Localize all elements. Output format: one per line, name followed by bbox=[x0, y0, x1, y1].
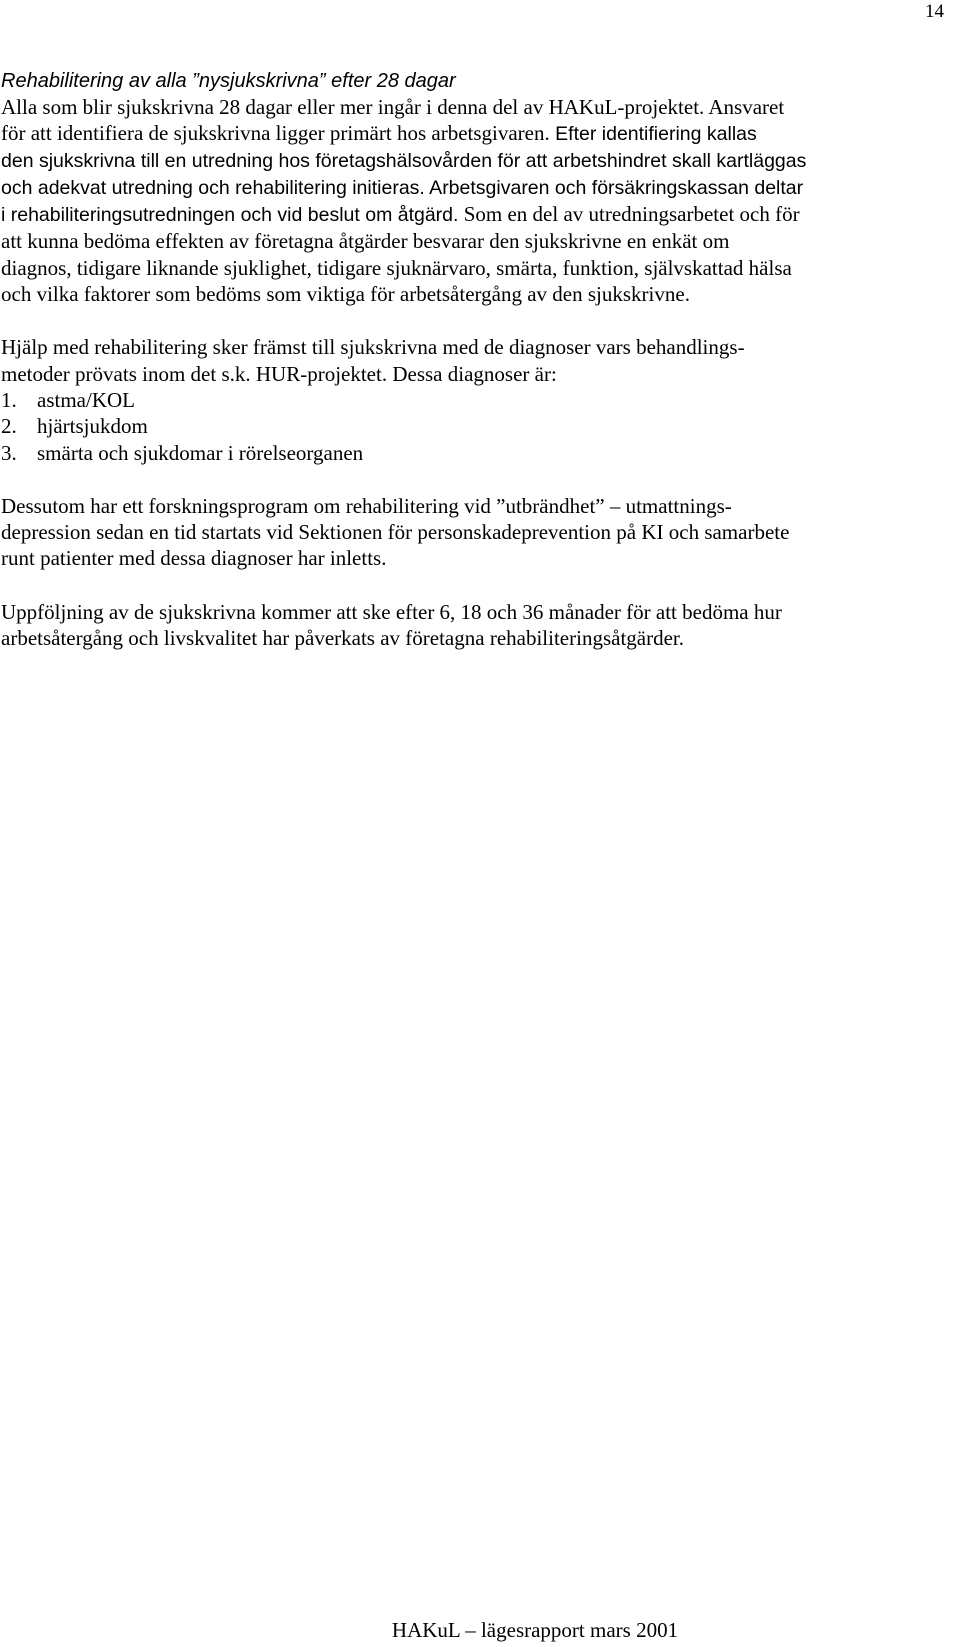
text-line: och vilka faktorer som bedöms som viktiga för arbetsåtergång av den sjukskrivne. bbox=[1, 282, 690, 307]
paragraph-intro bbox=[1, 94, 957, 307]
text-line: Uppföljning av de sjukskrivna kommer att ske efter 6, 18 och 36 månader för att bedöma hur bbox=[1, 599, 782, 624]
paragraph-research-program bbox=[1, 493, 957, 572]
paragraph-gap bbox=[1, 307, 957, 334]
text-segment: Som en del av utredningsarbetet och för bbox=[458, 202, 800, 227]
text-segment: för att identifiera de sjukskrivna ligger primärt hos arbetsgivaren. bbox=[1, 121, 550, 146]
text-segment: och adekvat utredning och rehabilitering initieras. bbox=[1, 176, 425, 199]
text-segment: Arbetsgivaren och försäkringskassan deltar bbox=[424, 176, 804, 199]
page-footer bbox=[0, 1617, 960, 1643]
list-item bbox=[1, 413, 957, 439]
text-line: depression sedan en tid startats vid Sektionen för personskadeprevention på KI och samarbete bbox=[1, 520, 790, 545]
text-line bbox=[1, 174, 957, 201]
document-body bbox=[1, 68, 957, 651]
text-line: diagnos, tidigare liknande sjuklighet, tidigare sjuknärvaro, smärta, funktion, självskattad hälsa bbox=[1, 255, 792, 280]
list-text: astma/KOL bbox=[37, 387, 135, 412]
text-segment: i rehabiliteringsutredningen och vid beslut om åtgärd. bbox=[1, 204, 459, 227]
list-text: smärta och sjukdomar i rörelseorganen bbox=[37, 440, 364, 465]
text-line: Hjälp med rehabilitering sker främst till sjukskrivna med de diagnoser vars behandlings- bbox=[1, 335, 745, 360]
list-number: 2. bbox=[1, 414, 17, 439]
paragraph-rehab-help bbox=[1, 334, 957, 387]
text-line bbox=[1, 120, 957, 147]
list-number: 1. bbox=[1, 387, 17, 412]
text-line: runt patienter med dessa diagnoser har inletts. bbox=[1, 546, 387, 571]
text-line: arbetsåtergång och livskvalitet har påverkats av företagna rehabiliteringsåtgärder. bbox=[1, 626, 684, 651]
footer-text: HAKuL – lägesrapport mars 2001 bbox=[391, 1618, 679, 1642]
paragraph-gap bbox=[1, 572, 957, 599]
diagnosis-list bbox=[1, 387, 957, 466]
text-line: metoder prövats inom det s.k. HUR-projektet. Dessa diagnoser är: bbox=[1, 361, 557, 386]
text-line: Dessutom har ett forskningsprogram om rehabilitering vid ”utbrändhet” – utmattnings- bbox=[1, 493, 732, 518]
section-heading: Rehabilitering av alla ”nysjukskrivna” efter 28 dagar bbox=[1, 70, 456, 92]
text-line: den sjukskrivna till en utredning hos företagshälsovården för att arbetshindret skall kartläggas bbox=[1, 149, 807, 172]
text-segment: Efter identifiering kallas bbox=[549, 123, 757, 146]
list-number: 3. bbox=[1, 440, 17, 465]
page-number: 14 bbox=[925, 1, 944, 22]
text-line: Alla som blir sjukskrivna 28 dagar eller mer ingår i denna del av HAKuL-projektet. Ansvaret bbox=[1, 95, 785, 119]
list-text: hjärtsjukdom bbox=[37, 414, 148, 439]
list-item bbox=[1, 440, 957, 466]
text-line bbox=[1, 201, 957, 228]
paragraph-follow-up bbox=[1, 599, 957, 652]
paragraph-gap bbox=[1, 466, 957, 493]
text-line: att kunna bedöma effekten av företagna åtgärder besvarar den sjukskrivne en enkät om bbox=[1, 229, 730, 254]
list-item bbox=[1, 387, 957, 413]
